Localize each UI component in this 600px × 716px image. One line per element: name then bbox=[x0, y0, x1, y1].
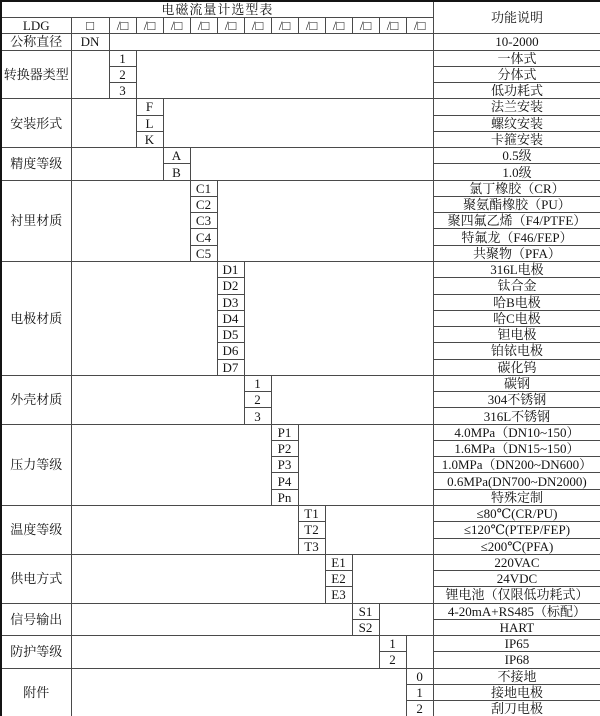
table-row bbox=[1, 505, 600, 521]
option-desc-cell: 一体式 bbox=[433, 50, 600, 66]
option-desc-cell: 0.5级 bbox=[433, 148, 600, 164]
option-code-cell: DN bbox=[71, 34, 109, 50]
filler-cell bbox=[71, 375, 244, 424]
section-label: 供电方式 bbox=[1, 554, 71, 603]
option-desc-cell: 0.6MPa(DN700~DN2000) bbox=[433, 473, 600, 489]
section-label: 电极材质 bbox=[1, 261, 71, 375]
option-code-cell: 3 bbox=[244, 408, 271, 424]
section-label: 附件 bbox=[1, 668, 71, 716]
option-code-cell: T1 bbox=[298, 505, 325, 521]
filler-cell bbox=[271, 375, 433, 424]
option-desc-cell: ≤200℃(PFA) bbox=[433, 538, 600, 554]
option-desc-cell: 220VAC bbox=[433, 554, 600, 570]
option-desc-cell: 特氟龙（F46/FEP） bbox=[433, 229, 600, 245]
option-code-cell: 3 bbox=[109, 83, 136, 99]
option-desc-cell: 螺纹安装 bbox=[433, 115, 600, 131]
table-row bbox=[1, 180, 600, 196]
option-desc-cell: 不接地 bbox=[433, 668, 600, 684]
option-desc-cell: 特殊定制 bbox=[433, 489, 600, 505]
option-code-cell: C2 bbox=[190, 196, 217, 212]
option-code-cell: T2 bbox=[298, 522, 325, 538]
option-desc-cell: 4.0MPa（DN10~150） bbox=[433, 424, 600, 440]
option-desc-cell: 钽电极 bbox=[433, 327, 600, 343]
option-desc-cell: 低功耗式 bbox=[433, 83, 600, 99]
option-code-cell: D6 bbox=[217, 343, 244, 359]
section-label: 温度等级 bbox=[1, 505, 71, 554]
option-code-cell: L bbox=[136, 115, 163, 131]
option-desc-cell: 4-20mA+RS485（标配） bbox=[433, 603, 600, 619]
filler-cell bbox=[71, 636, 379, 669]
filler-cell bbox=[71, 424, 271, 505]
filler-cell bbox=[71, 603, 352, 636]
option-desc-cell: 1.0MPa（DN200~DN600） bbox=[433, 457, 600, 473]
option-desc-cell: 10-2000 bbox=[433, 34, 600, 50]
model-box-cell: /□ bbox=[298, 18, 325, 34]
option-desc-cell: 铂铱电极 bbox=[433, 343, 600, 359]
option-code-cell: D7 bbox=[217, 359, 244, 375]
option-desc-cell: 锂电池（仅限低功耗式） bbox=[433, 587, 600, 603]
table-row bbox=[1, 99, 600, 115]
option-desc-cell: 聚氨酯橡胶（PU） bbox=[433, 196, 600, 212]
model-box-cell: /□ bbox=[163, 18, 190, 34]
option-code-cell: 2 bbox=[109, 66, 136, 82]
option-code-cell: A bbox=[163, 148, 190, 164]
table-row bbox=[1, 261, 600, 277]
model-box-cell: /□ bbox=[136, 18, 163, 34]
function-column-header: 功能说明 bbox=[433, 1, 600, 34]
filler-cell bbox=[379, 603, 433, 636]
option-desc-cell: 卡箍安装 bbox=[433, 131, 600, 147]
filler-cell bbox=[352, 554, 433, 603]
filler-cell bbox=[217, 180, 433, 261]
option-code-cell: P4 bbox=[271, 473, 298, 489]
option-code-cell: 1 bbox=[406, 684, 433, 700]
option-desc-cell: 哈B电极 bbox=[433, 294, 600, 310]
option-code-cell: K bbox=[136, 131, 163, 147]
option-code-cell: P1 bbox=[271, 424, 298, 440]
filler-cell bbox=[71, 99, 136, 148]
option-code-cell: C4 bbox=[190, 229, 217, 245]
section-label: 压力等级 bbox=[1, 424, 71, 505]
option-desc-cell: 刮刀电极 bbox=[433, 701, 600, 716]
model-box-cell: /□ bbox=[325, 18, 352, 34]
option-code-cell: P2 bbox=[271, 440, 298, 456]
option-code-cell: 2 bbox=[406, 701, 433, 716]
header-row bbox=[1, 1, 600, 18]
option-desc-cell: IP68 bbox=[433, 652, 600, 668]
filler-cell bbox=[71, 554, 325, 603]
option-desc-cell: 316L不锈钢 bbox=[433, 408, 600, 424]
option-desc-cell: 氯丁橡胶（CR） bbox=[433, 180, 600, 196]
option-desc-cell: 哈C电极 bbox=[433, 310, 600, 326]
model-box-cell: /□ bbox=[190, 18, 217, 34]
filler-cell bbox=[71, 668, 406, 716]
option-code-cell: E2 bbox=[325, 571, 352, 587]
option-code-cell: D2 bbox=[217, 278, 244, 294]
option-code-cell: 2 bbox=[244, 392, 271, 408]
filler-cell bbox=[190, 148, 433, 181]
model-box-cell: /□ bbox=[352, 18, 379, 34]
filler-cell bbox=[71, 148, 163, 181]
table-row bbox=[1, 34, 600, 50]
filler-cell bbox=[298, 424, 433, 505]
section-label: 公称直径 bbox=[1, 34, 71, 50]
option-code-cell: D5 bbox=[217, 327, 244, 343]
option-desc-cell: 碳钢 bbox=[433, 375, 600, 391]
option-desc-cell: 1.0级 bbox=[433, 164, 600, 180]
table-row bbox=[1, 603, 600, 619]
option-desc-cell: 24VDC bbox=[433, 571, 600, 587]
option-desc-cell: HART bbox=[433, 619, 600, 635]
option-code-cell: Pn bbox=[271, 489, 298, 505]
page-title: 电磁流量计选型表 bbox=[1, 1, 433, 18]
option-code-cell: D3 bbox=[217, 294, 244, 310]
filler-cell bbox=[406, 636, 433, 669]
model-prefix: LDG bbox=[1, 18, 71, 34]
option-code-cell: E1 bbox=[325, 554, 352, 570]
option-code-cell: C1 bbox=[190, 180, 217, 196]
option-code-cell: 0 bbox=[406, 668, 433, 684]
option-code-cell: C3 bbox=[190, 213, 217, 229]
option-desc-cell: IP65 bbox=[433, 636, 600, 652]
option-code-cell: 1 bbox=[244, 375, 271, 391]
filler-cell bbox=[163, 99, 433, 148]
model-box-cell: /□ bbox=[406, 18, 433, 34]
option-code-cell: D4 bbox=[217, 310, 244, 326]
section-label: 转换器类型 bbox=[1, 50, 71, 99]
option-code-cell: P3 bbox=[271, 457, 298, 473]
filler-cell bbox=[244, 261, 433, 375]
option-desc-cell: 共聚物（PFA） bbox=[433, 245, 600, 261]
section-label: 信号输出 bbox=[1, 603, 71, 636]
model-box-cell: /□ bbox=[271, 18, 298, 34]
option-code-cell: 1 bbox=[379, 636, 406, 652]
filler-cell bbox=[71, 505, 298, 554]
filler-cell bbox=[109, 34, 433, 50]
option-code-cell: T3 bbox=[298, 538, 325, 554]
table-row bbox=[1, 668, 600, 684]
option-code-cell: C5 bbox=[190, 245, 217, 261]
filler-cell bbox=[71, 261, 217, 375]
model-box-cell: /□ bbox=[109, 18, 136, 34]
option-code-cell: E3 bbox=[325, 587, 352, 603]
option-code-cell: 1 bbox=[109, 50, 136, 66]
option-desc-cell: 碳化钨 bbox=[433, 359, 600, 375]
option-desc-cell: 聚四氟乙烯（F4/PTFE） bbox=[433, 213, 600, 229]
option-desc-cell: 分体式 bbox=[433, 66, 600, 82]
table-row bbox=[1, 636, 600, 652]
model-box-cell: /□ bbox=[217, 18, 244, 34]
table-row bbox=[1, 50, 600, 66]
model-box-cell: □ bbox=[71, 18, 109, 34]
filler-cell bbox=[71, 180, 190, 261]
filler-cell bbox=[136, 50, 433, 99]
section-label: 精度等级 bbox=[1, 148, 71, 181]
option-desc-cell: 316L电极 bbox=[433, 261, 600, 277]
option-code-cell: D1 bbox=[217, 261, 244, 277]
filler-cell bbox=[71, 50, 109, 99]
option-desc-cell: ≤80℃(CR/PU) bbox=[433, 505, 600, 521]
option-code-cell: B bbox=[163, 164, 190, 180]
option-code-cell: S1 bbox=[352, 603, 379, 619]
option-desc-cell: ≤120℃(PTEP/FEP) bbox=[433, 522, 600, 538]
option-code-cell: S2 bbox=[352, 619, 379, 635]
option-code-cell: 2 bbox=[379, 652, 406, 668]
table-row bbox=[1, 424, 600, 440]
section-label: 外壳材质 bbox=[1, 375, 71, 424]
option-desc-cell: 钛合金 bbox=[433, 278, 600, 294]
table-row bbox=[1, 148, 600, 164]
option-desc-cell: 接地电极 bbox=[433, 684, 600, 700]
option-code-cell: F bbox=[136, 99, 163, 115]
table-row bbox=[1, 554, 600, 570]
table-row bbox=[1, 375, 600, 391]
section-label: 防护等级 bbox=[1, 636, 71, 669]
option-desc-cell: 法兰安装 bbox=[433, 99, 600, 115]
filler-cell bbox=[325, 505, 433, 554]
model-box-cell: /□ bbox=[379, 18, 406, 34]
option-desc-cell: 304不锈钢 bbox=[433, 392, 600, 408]
model-box-cell: /□ bbox=[244, 18, 271, 34]
section-label: 衬里材质 bbox=[1, 180, 71, 261]
section-label: 安装形式 bbox=[1, 99, 71, 148]
option-desc-cell: 1.6MPa（DN15~150） bbox=[433, 440, 600, 456]
